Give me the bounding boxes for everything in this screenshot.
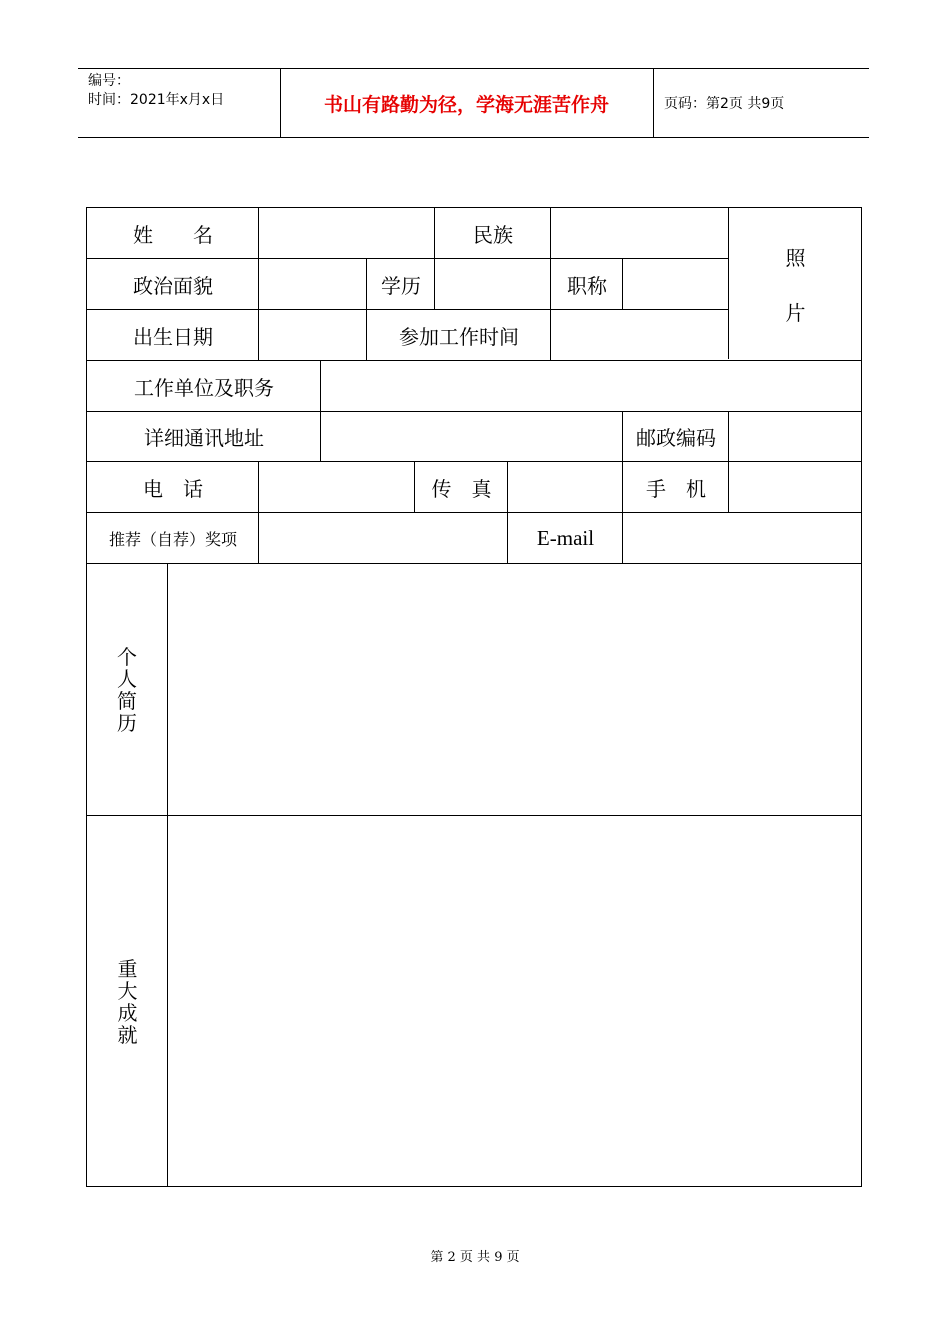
ethnicity-label: 民族	[434, 207, 551, 259]
education-field[interactable]	[434, 258, 551, 309]
title-field[interactable]	[622, 258, 729, 309]
resume-char: 历	[117, 710, 137, 735]
time-label: 时间：2021年x月x日	[88, 92, 225, 108]
postcode-label: 邮政编码	[622, 411, 729, 461]
achievement-char: 重	[117, 956, 138, 981]
name-label: 姓 名	[86, 207, 259, 259]
phone-field[interactable]	[258, 461, 415, 512]
achievement-field[interactable]	[167, 815, 862, 1187]
resume-char: 个	[117, 644, 137, 669]
education-label: 学历	[366, 258, 435, 309]
fax-field[interactable]	[507, 461, 623, 512]
birth-label: 出生日期	[86, 309, 259, 360]
postcode-field[interactable]	[728, 411, 862, 461]
achievement-char: 就	[117, 1022, 138, 1047]
header-motto: 书山有路勤为径，学海无涯苦作舟	[323, 93, 609, 116]
ethnicity-field[interactable]	[550, 207, 729, 259]
registration-form	[86, 207, 862, 1187]
fax-label: 传 真	[414, 461, 508, 512]
name-field[interactable]	[258, 207, 434, 259]
mobile-label: 手 机	[622, 461, 729, 512]
email-field[interactable]	[622, 512, 862, 563]
achievement-label	[86, 815, 168, 1187]
resume-field[interactable]	[167, 563, 862, 815]
page-header	[78, 68, 869, 138]
political-label: 政治面貌	[86, 258, 259, 309]
employer-field[interactable]	[320, 360, 862, 411]
address-label: 详细通讯地址	[86, 411, 321, 461]
header-divider	[653, 69, 654, 137]
title-label: 职称	[550, 258, 623, 309]
email-label: E-mail	[507, 512, 623, 563]
work-start-label: 参加工作时间	[366, 309, 551, 360]
work-start-field[interactable]	[550, 309, 729, 360]
header-page-info: 页码：第2页 共9页	[664, 96, 785, 112]
resume-char: 人	[117, 666, 137, 691]
birth-field[interactable]	[258, 309, 367, 360]
resume-char: 简	[117, 688, 137, 713]
achievement-char: 大	[117, 978, 138, 1003]
achievement-char: 成	[117, 1000, 138, 1025]
mobile-field[interactable]	[728, 461, 862, 512]
award-label: 推荐（自荐）奖项	[86, 512, 259, 563]
photo-label-2: 片	[785, 300, 806, 325]
employer-label: 工作单位及职务	[86, 360, 321, 411]
photo-box[interactable]	[728, 207, 862, 359]
political-field[interactable]	[258, 258, 367, 309]
number-label: 编号：	[88, 73, 130, 89]
award-field[interactable]	[258, 512, 508, 563]
header-left	[88, 72, 224, 110]
address-field[interactable]	[320, 411, 623, 461]
resume-label	[86, 563, 168, 815]
page-footer: 第 2 页 共 9 页	[430, 1250, 520, 1265]
phone-label: 电 话	[86, 461, 259, 512]
photo-label-1: 照	[785, 245, 806, 270]
